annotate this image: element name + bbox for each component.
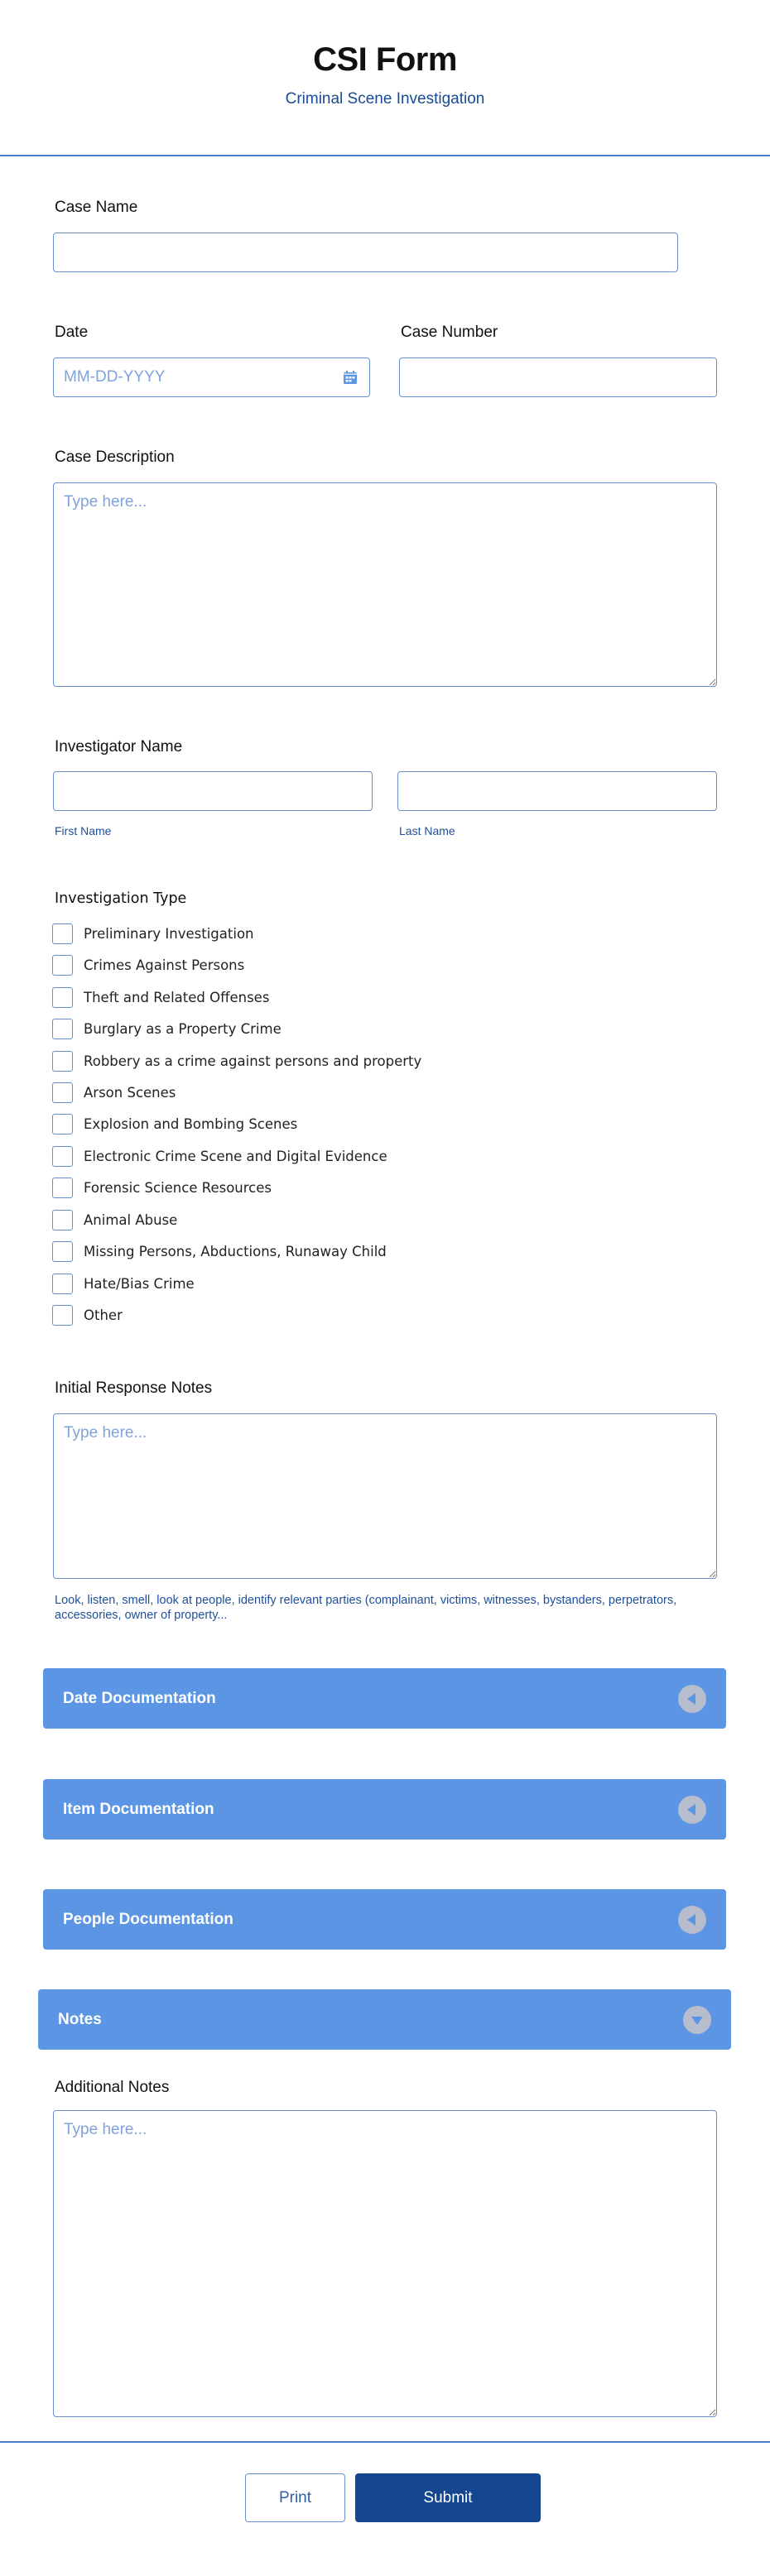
calendar-icon[interactable] (343, 370, 358, 385)
date-input[interactable] (53, 357, 370, 397)
case-name-label: Case Name (55, 199, 138, 216)
section-title: People Documentation (63, 1910, 233, 1928)
checkbox-option[interactable] (52, 986, 269, 1008)
checkbox-label: Electronic Crime Scene and Digital Evidence (84, 1148, 387, 1164)
checkbox[interactable] (52, 1305, 73, 1326)
date-label: Date (55, 324, 89, 341)
section-date-documentation[interactable] (43, 1668, 726, 1729)
case-description-textarea[interactable] (53, 482, 717, 687)
case-number-label: Case Number (401, 324, 498, 341)
checkbox[interactable] (52, 923, 73, 944)
checkbox[interactable] (52, 1051, 73, 1072)
checkbox-label: Other (84, 1307, 123, 1323)
checkbox-label: Preliminary Investigation (84, 925, 254, 942)
header-divider (0, 155, 770, 156)
investigator-name-label: Investigator Name (55, 738, 183, 756)
checkbox-option[interactable] (52, 1050, 421, 1072)
checkbox-option[interactable] (52, 1177, 272, 1198)
checkbox-label: Hate/Bias Crime (84, 1275, 195, 1292)
caret-down-icon[interactable] (683, 2006, 711, 2034)
submit-button[interactable]: Submit (355, 2473, 541, 2522)
initial-response-notes-label: Initial Response Notes (55, 1379, 213, 1397)
checkbox-label: Arson Scenes (84, 1084, 176, 1101)
section-title: Item Documentation (63, 1800, 214, 1818)
checkbox[interactable] (52, 1082, 73, 1103)
caret-left-icon[interactable] (678, 1906, 706, 1934)
section-people-documentation[interactable] (43, 1889, 726, 1950)
checkbox-label: Explosion and Bombing Scenes (84, 1115, 298, 1132)
checkbox-option[interactable] (52, 1113, 297, 1134)
checkbox-option[interactable] (52, 954, 244, 976)
checkbox[interactable] (52, 955, 73, 976)
checkbox-option[interactable] (52, 1209, 177, 1230)
checkbox[interactable] (52, 1274, 73, 1294)
checkbox-label: Theft and Related Offenses (84, 989, 270, 1005)
case-name-input[interactable] (53, 233, 678, 272)
form-subtitle: Criminal Scene Investigation (285, 90, 485, 108)
section-title: Notes (58, 2010, 102, 2028)
checkbox-option[interactable] (52, 1145, 387, 1167)
checkbox[interactable] (52, 1019, 73, 1039)
checkbox-label: Missing Persons, Abductions, Runaway Child (84, 1243, 387, 1259)
additional-notes-label: Additional Notes (55, 2079, 170, 2096)
caret-left-icon[interactable] (678, 1685, 706, 1713)
initial-response-notes-textarea[interactable] (53, 1413, 717, 1579)
checkbox-label: Forensic Science Resources (84, 1179, 272, 1196)
last-name-sublabel: Last Name (399, 824, 455, 837)
checkbox[interactable] (52, 1146, 73, 1167)
checkbox-label: Animal Abuse (84, 1211, 178, 1228)
checkbox-option[interactable] (52, 1304, 123, 1326)
checkbox-label: Burglary as a Property Crime (84, 1020, 282, 1037)
case-number-input[interactable] (399, 357, 717, 397)
last-name-input[interactable] (397, 771, 717, 811)
form-title: CSI Form (313, 41, 457, 78)
first-name-input[interactable] (53, 771, 373, 811)
additional-notes-textarea[interactable] (53, 2110, 717, 2417)
first-name-sublabel: First Name (55, 824, 112, 837)
checkbox-option[interactable] (52, 1018, 282, 1039)
investigation-type-label: Investigation Type (55, 890, 187, 907)
checkbox[interactable] (52, 1114, 73, 1134)
section-item-documentation[interactable] (43, 1779, 726, 1840)
case-description-label: Case Description (55, 449, 175, 466)
print-button[interactable]: Print (245, 2473, 345, 2522)
footer-divider (0, 2441, 770, 2443)
checkbox-label: Crimes Against Persons (84, 957, 245, 973)
section-notes[interactable] (38, 1989, 731, 2050)
checkbox[interactable] (52, 987, 73, 1008)
checkbox-option[interactable] (52, 1273, 195, 1294)
caret-left-icon[interactable] (678, 1796, 706, 1824)
initial-response-notes-help: Look, listen, smell, look at people, identify relevant parties (complainant, victims, witnesses, bystanders, perpetrators, accessories, owner of property... (55, 1594, 677, 1622)
checkbox[interactable] (52, 1178, 73, 1198)
checkbox-option[interactable] (52, 923, 254, 944)
checkbox-option[interactable] (52, 1082, 176, 1103)
checkbox-label: Robbery as a crime against persons and property (84, 1053, 422, 1069)
section-title: Date Documentation (63, 1689, 216, 1707)
checkbox[interactable] (52, 1210, 73, 1230)
checkbox[interactable] (52, 1241, 73, 1262)
checkbox-option[interactable] (52, 1240, 387, 1262)
